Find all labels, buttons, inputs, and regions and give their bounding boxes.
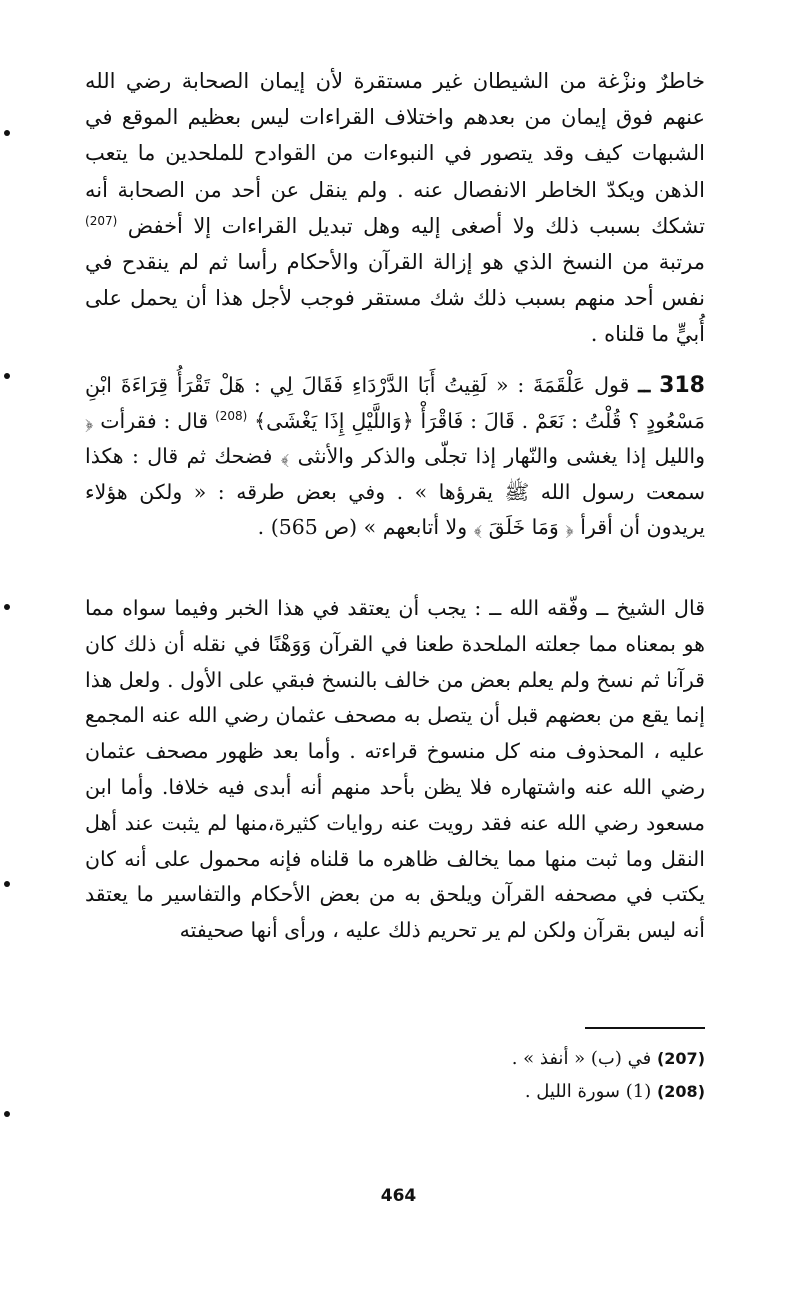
- paragraph-2-text-end: قال : فقرأت ﴿ والليل إذا يغشى والنّهار إذا تجلّى والذكر والأنثى ﴾ فضحك ثم قال : هكذا سمعت رسول الله ﷺ يقرؤها » . وفي بعض طرقه : « ولكن هؤلاء يريدون أن أقرأ ﴿ وَمَا خَلَقَ ﴾ ولا أتابعهم » (ص 565) .: [85, 408, 705, 540]
- paragraph-2-text: قول عَلْقَمَةَ : « لَقِيتُ أَبَا الدَّرْدَاءِ فَقَالَ لِي : هَلْ تَقْرَأُ قِرَاءَةَ ابْنِ مَسْعُودٍ ؟ قُلْتُ : نَعَمْ . قَالَ : فَاقْرَأْ ﴿وَاللَّيْلِ إِذَا يَغْشَى﴾: [85, 373, 705, 433]
- page-number: 464: [380, 1186, 417, 1206]
- footnote-separator: [585, 1027, 705, 1029]
- footnotes: [85, 1042, 705, 1108]
- footnote-207: [85, 1042, 705, 1075]
- body-paragraph-1: [85, 63, 705, 353]
- footnote-number: (208): [656, 1082, 705, 1101]
- paragraph-1-text: خاطرٌ ونزْغة من الشيطان غير مستقرة لأن إيمان الصحابة رضي الله عنهم فوق إيمان من بعدهم واختلاف القراءات ليس بعظيم الموقع في الشبهات كيف وقد يتصور في النبوءات من القوادح للملحدين ما يتعب الذهن ويكدّ الخاطر الانفصال عنه . ولم ينقل عن أحد من الصحابة أنه تشكك بسبب ذلك ولا أصغى إليه وهل تبديل القراءات إلا أخفض: [85, 69, 705, 238]
- scan-mark: [4, 373, 10, 379]
- entry-number: 318: [659, 373, 705, 398]
- footnote-text: في (ب) « أنفذ » .: [511, 1048, 652, 1069]
- footnote-number: (207): [656, 1049, 705, 1068]
- body-paragraph-3: [85, 591, 705, 949]
- paragraph-1-text-end: مرتبة من النسخ الذي هو إزالة القرآن والأحكام رأسا ثم لم ينقدح في نفس أحد منهم بسبب ذلك شك مستقر فوجب لأجل هذا أن يحمل على أُبيٍّ ما قلناه .: [85, 250, 705, 347]
- body-paragraph-318: [85, 368, 705, 546]
- footnote-208: [85, 1075, 705, 1108]
- scan-mark: [4, 604, 10, 610]
- scan-mark: [4, 881, 10, 887]
- footnote-ref-207[interactable]: (207): [85, 213, 118, 228]
- footnote-text: (1) سورة الليل .: [524, 1081, 652, 1102]
- paragraph-3-text: قال الشيخ ــ وفّقه الله ــ : يجب أن يعتقد في هذا الخبر وفيما سواه مما هو بمعناه مما جعلته الملحدة طعنا في القرآن وَوَهْنًا في نقله أن ذلك كان قرآنا ثم نسخ ولم يعلم بعض من خالف بالنسخ فبقي على الأول . ولعل هذا إنما يقع من بعضهم قبل أن يتصل به مصحف عثمان رضي الله عنه المجمع عليه ، المحذوف منه كل منسوخ قراءته . وأما بعد ظهور مصحف عثمان رضي الله عنه واشتهاره فلا يظن بأحد منهم أنه أبدى فيه خلافا. وأما ابن مسعود رضي الله عنه فقد رويت عنه روايات كثيرة،منها لم يثبت عند أهل النقل وما ثبت منها مما يخالف ظاهره ما قلناه فإنه محمول على أنه كان يكتب في مصحفه القرآن ويلحق به من بعض الأحكام والتفاسير ما يعتقد أنه ليس بقرآن ولكن لم ير تحريم ذلك عليه ، ورأى أنها صحيفته: [85, 596, 705, 943]
- footnote-ref-208[interactable]: (208): [215, 408, 248, 423]
- scan-mark: [4, 130, 10, 136]
- entry-dash: ــ: [638, 373, 651, 397]
- scan-mark: [4, 1111, 10, 1117]
